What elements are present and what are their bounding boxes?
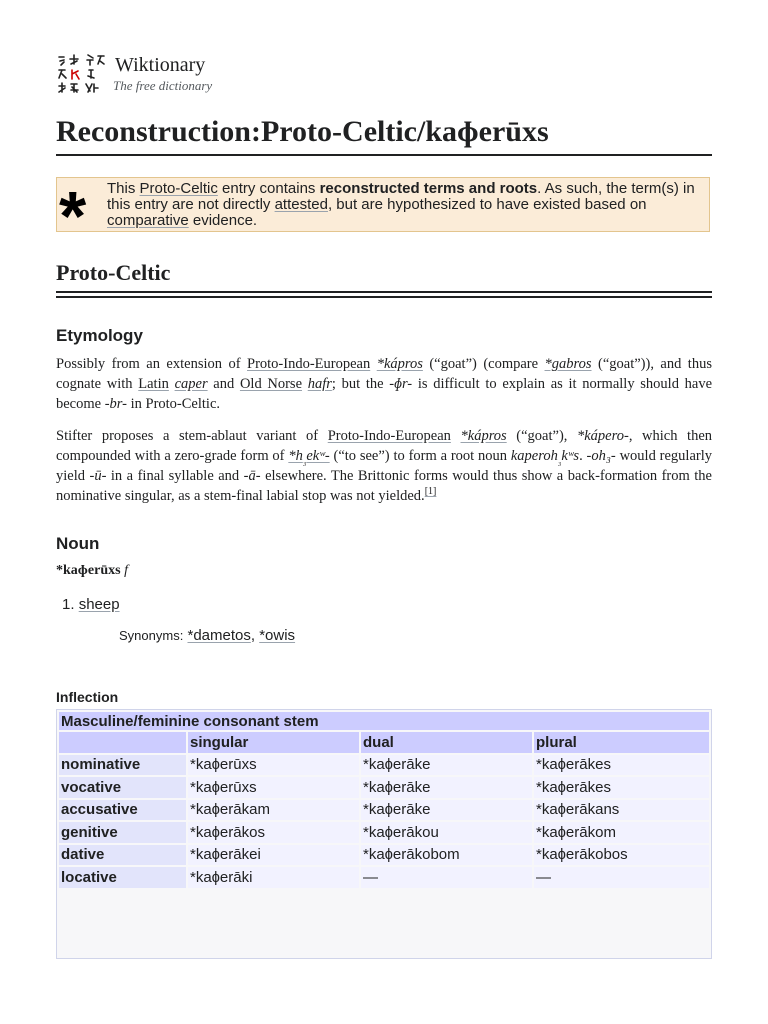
a-term: ā- xyxy=(248,468,261,484)
table-caption: Masculine/feminine consonant stem xyxy=(59,712,709,730)
row-header: vocative xyxy=(59,777,186,798)
sense-sheep-link[interactable]: sheep xyxy=(78,596,120,613)
inflection-table xyxy=(57,710,711,890)
notice-text-2: entry contains xyxy=(217,180,320,197)
reference-link[interactable]: [1] xyxy=(424,486,437,498)
table-cell: *kaɸerāke xyxy=(361,800,532,821)
table-cell: *kaɸerākos xyxy=(188,822,359,843)
column-header-dual: dual xyxy=(361,732,532,753)
etymology-paragraph-2 xyxy=(56,426,712,506)
headword: *kaɸerūxs xyxy=(56,563,121,578)
notice-text-3: . As such, the term(s) in this entry are not directly xyxy=(107,180,695,213)
table-cell: *kaɸerākobos xyxy=(534,845,709,866)
old-norse-link[interactable]: Old Norse xyxy=(239,376,303,392)
text: (“goat”), xyxy=(506,428,577,444)
column-header-singular: singular xyxy=(188,732,359,753)
u-term: ū- xyxy=(94,468,107,484)
text: . - xyxy=(579,448,592,464)
notice-text xyxy=(107,181,707,229)
comparative-link[interactable]: comparative xyxy=(107,212,189,229)
text: (“to see”) to form a root noun xyxy=(329,448,511,464)
synonym-owis-link[interactable]: *owis xyxy=(259,627,296,644)
text: elsewhere. The Brittonic forms would thus show a back-formation from the nominative singular, as a stem-final labial stop was not yielded. xyxy=(56,468,712,504)
table-row xyxy=(59,867,709,888)
h3ekw-subscript: ₃ xyxy=(302,455,307,467)
kapros-link[interactable] xyxy=(461,428,507,444)
hafr-link[interactable] xyxy=(308,376,332,392)
gabros-link[interactable] xyxy=(545,356,592,372)
text: (“goat”) (compare xyxy=(422,356,545,372)
pie-link[interactable]: Proto-Indo-European xyxy=(247,356,371,372)
row-header: accusative xyxy=(59,800,186,821)
column-header-plural: plural xyxy=(534,732,709,753)
kapero-term: *kápero- xyxy=(577,428,629,444)
table-row xyxy=(59,777,709,798)
heading-divider xyxy=(56,296,712,298)
text: is difficult to explain as it normally should have become - xyxy=(56,376,713,412)
table-cell: *kaɸerākom xyxy=(534,822,709,843)
kaperoh-part: kʷs xyxy=(561,448,580,464)
gabros-term: *gabros xyxy=(544,356,592,372)
table-cell: *kaɸerākes xyxy=(534,777,709,798)
text xyxy=(451,428,461,444)
caper-term: caper xyxy=(174,376,208,392)
row-header: locative xyxy=(59,867,186,888)
asterisk-icon: * xyxy=(59,177,87,255)
text: , which then compounded with a zero-grade form of xyxy=(56,428,713,464)
table-cell: *kaɸerākei xyxy=(188,845,359,866)
synonyms-line xyxy=(119,627,295,644)
inflection-heading: Inflection xyxy=(56,689,119,705)
kapros-link[interactable] xyxy=(377,356,423,372)
hafr-term: hafr xyxy=(307,376,332,392)
text: Possibly from an extension of xyxy=(56,356,248,372)
site-name[interactable]: Wiktionary xyxy=(115,54,206,76)
table-cell: *kaɸerākobom xyxy=(361,845,532,866)
phr-term: ɸr- xyxy=(394,376,413,392)
text: in a final syllable and - xyxy=(106,468,249,484)
text: would regularly yield - xyxy=(56,448,712,484)
table-cell: *kaɸerūxs xyxy=(188,777,359,798)
table-row xyxy=(59,845,709,866)
sense-list xyxy=(62,596,120,613)
etymology-paragraph-1 xyxy=(56,354,712,414)
sense-number: 1. xyxy=(62,596,75,613)
table-row xyxy=(59,755,709,776)
notice-text-1: This xyxy=(107,180,140,197)
kapros-term: *kápros xyxy=(460,428,507,444)
table-cell: *kaɸerūxs xyxy=(188,755,359,776)
headword-line xyxy=(56,563,128,579)
text: (“goat”)), and thus cognate with xyxy=(56,356,712,392)
page-title: Reconstruction:Proto-Celtic/kaɸerūxs xyxy=(56,115,712,156)
table-cell: *kaɸerākans xyxy=(534,800,709,821)
notice-bold: reconstructed terms and roots xyxy=(319,180,538,197)
table-cell: — xyxy=(534,867,709,888)
text: Stifter proposes a stem-ablaut variant of xyxy=(56,428,328,444)
table-cell: *kaɸerākou xyxy=(361,822,532,843)
br-term: br- xyxy=(109,396,127,412)
pie-link[interactable]: Proto-Indo-European xyxy=(327,428,451,444)
noun-heading: Noun xyxy=(56,534,100,553)
latin-link[interactable]: Latin xyxy=(138,376,169,392)
caper-link[interactable] xyxy=(175,376,208,392)
kapros-term: *kápros xyxy=(376,356,423,372)
reconstruction-notice xyxy=(56,177,710,255)
table-row xyxy=(59,800,709,821)
table-cell: *kaɸerāki xyxy=(188,867,359,888)
notice-text-5: evidence. xyxy=(188,212,258,229)
row-header: genitive xyxy=(59,822,186,843)
row-header: dative xyxy=(59,845,186,866)
language-heading: Proto-Celtic xyxy=(56,260,712,293)
table-cell: *kaɸerākes xyxy=(534,755,709,776)
row-header: nominative xyxy=(59,755,186,776)
synonym-dametos-link[interactable]: *dametos xyxy=(187,627,251,644)
h3ekw-link[interactable] xyxy=(288,448,330,467)
table-cell: *kaɸerāke xyxy=(361,777,532,798)
kaperoh-subscript: ₃ xyxy=(557,455,562,467)
h3ekw-part: ekʷ- xyxy=(306,448,330,464)
attested-link[interactable]: attested xyxy=(274,196,328,213)
h3ekw-part: *h xyxy=(288,448,303,464)
synonym-separator: , xyxy=(250,627,260,644)
synonyms-label: Synonyms: xyxy=(119,628,184,643)
site-tagline: The free dictionary xyxy=(113,78,213,93)
inflection-table-frame xyxy=(56,709,712,959)
wiktionary-logo-icon[interactable] xyxy=(56,52,106,100)
table-cell: — xyxy=(361,867,532,888)
text: in Proto-Celtic. xyxy=(126,396,221,412)
kaperoh-part: kaperoh xyxy=(510,448,558,464)
etymology-heading: Etymology xyxy=(56,326,143,345)
gender-label: f xyxy=(124,563,128,578)
notice-text-4: , but are hypothesized to have existed based on xyxy=(327,196,647,213)
proto-celtic-link[interactable]: Proto-Celtic xyxy=(139,180,218,197)
text: ; but the - xyxy=(331,376,395,392)
column-header-blank xyxy=(59,732,186,753)
oh3-term: oh₃- xyxy=(591,448,616,464)
table-row xyxy=(59,822,709,843)
table-cell: *kaɸerākam xyxy=(188,800,359,821)
text: and xyxy=(207,376,240,392)
table-cell: *kaɸerāke xyxy=(361,755,532,776)
